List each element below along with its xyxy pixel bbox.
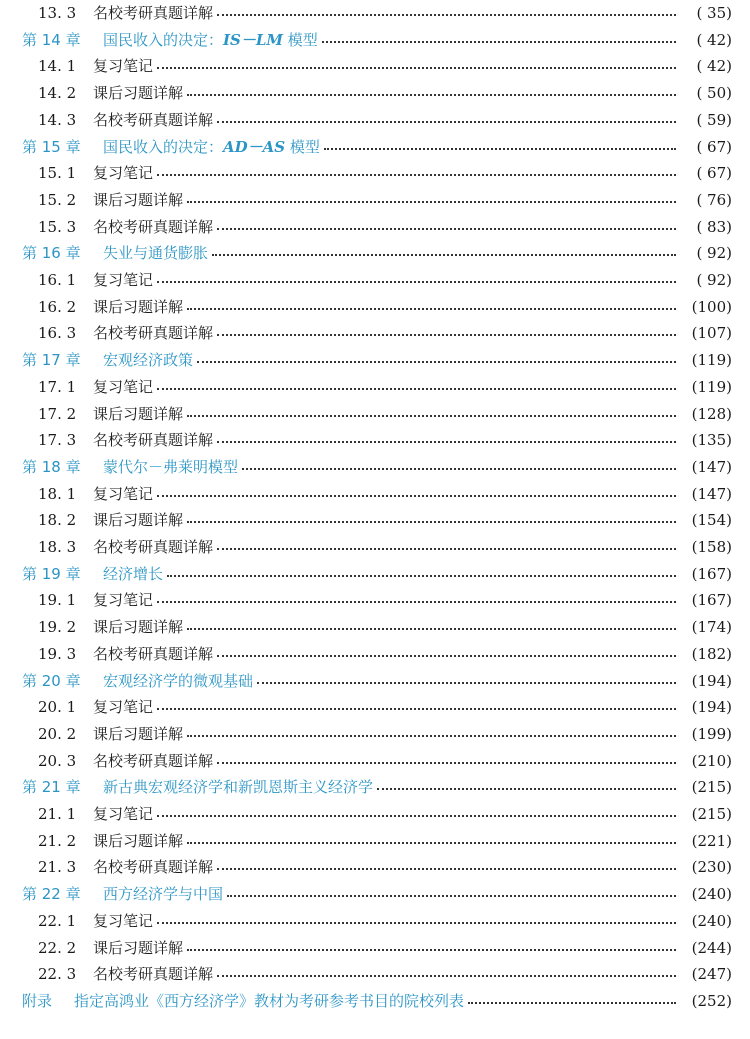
section-number: 15. 2 xyxy=(38,190,77,209)
page-number: ( 67) xyxy=(680,134,732,160)
toc-section-row[interactable] xyxy=(0,401,750,427)
chapter-title-text: 经济增长 xyxy=(103,564,164,583)
page-number: (119) xyxy=(680,374,732,400)
section-title: 复习笔记 xyxy=(93,587,157,613)
section-number: 14. 1 xyxy=(38,57,77,76)
section-number: 20. 1 xyxy=(38,698,77,717)
chapter-title xyxy=(103,454,242,480)
dot-leader xyxy=(167,575,676,577)
dot-leader xyxy=(157,708,676,710)
section-number: 21. 2 xyxy=(38,831,77,850)
chapter-title xyxy=(103,561,167,587)
chapter-title xyxy=(103,774,377,800)
toc-section-row[interactable] xyxy=(0,694,750,720)
page-number: (174) xyxy=(680,614,732,640)
page-number: (100) xyxy=(680,294,732,320)
toc-chapter-row[interactable] xyxy=(0,27,750,53)
dot-leader xyxy=(217,868,676,870)
toc-section-row[interactable] xyxy=(0,854,750,880)
chapter-number: 第 15 章 xyxy=(22,137,81,156)
toc-section-row[interactable] xyxy=(0,507,750,533)
section-number: 15. 1 xyxy=(38,164,77,183)
toc-chapter-row[interactable] xyxy=(0,774,750,800)
toc-section-row[interactable] xyxy=(0,214,750,240)
page-number: (244) xyxy=(680,935,732,961)
page-number: (154) xyxy=(680,507,732,533)
dot-leader xyxy=(322,41,676,43)
toc-section-row[interactable] xyxy=(0,107,750,133)
dot-leader xyxy=(187,949,676,951)
toc-section-row[interactable] xyxy=(0,0,750,26)
toc-section-row[interactable] xyxy=(0,427,750,453)
dot-leader xyxy=(187,521,676,523)
section-number: 19. 3 xyxy=(38,644,77,663)
page-number: ( 59) xyxy=(680,107,732,133)
toc-section-row[interactable] xyxy=(0,908,750,934)
section-title: 课后习题详解 xyxy=(93,401,187,427)
page-number: (167) xyxy=(680,587,732,613)
dot-leader xyxy=(217,228,676,230)
dot-leader xyxy=(187,94,676,96)
page-number: ( 67) xyxy=(680,160,732,186)
chapter-title-text: 国民收入的决定： xyxy=(103,30,224,49)
section-title: 课后习题详解 xyxy=(93,721,187,747)
section-number: 14. 2 xyxy=(38,84,77,103)
toc-section-row[interactable] xyxy=(0,320,750,346)
section-title: 名校考研真题详解 xyxy=(93,534,217,560)
dot-leader xyxy=(212,254,676,256)
chapter-number: 第 21 章 xyxy=(22,778,81,797)
page-number: ( 92) xyxy=(680,267,732,293)
dot-leader xyxy=(187,201,676,203)
chapter-model-name: AD－AS xyxy=(223,137,286,156)
dot-leader xyxy=(157,388,676,390)
section-title: 复习笔记 xyxy=(93,801,157,827)
section-number: 21. 3 xyxy=(38,858,77,877)
dot-leader xyxy=(157,815,676,817)
dot-leader xyxy=(217,548,676,550)
section-title: 课后习题详解 xyxy=(93,935,187,961)
dot-leader xyxy=(324,148,676,150)
chapter-title-text: 蒙代尔－弗莱明模型 xyxy=(103,457,239,476)
chapter-title-text: 失业与通货膨胀 xyxy=(103,244,209,263)
toc-appendix-row[interactable] xyxy=(0,988,750,1014)
section-title: 课后习题详解 xyxy=(93,507,187,533)
appendix-label: 附录 xyxy=(22,991,53,1010)
chapter-title xyxy=(103,881,227,907)
chapter-title xyxy=(103,240,212,266)
toc-chapter-row[interactable] xyxy=(0,668,750,694)
page-number: (147) xyxy=(680,481,732,507)
toc-section-row[interactable] xyxy=(0,80,750,106)
dot-leader xyxy=(157,67,676,69)
chapter-number: 第 22 章 xyxy=(22,885,81,904)
toc-chapter-row[interactable] xyxy=(0,240,750,266)
page-number: ( 50) xyxy=(680,80,732,106)
toc-section-row[interactable] xyxy=(0,481,750,507)
dot-leader xyxy=(197,361,676,363)
page-number: (240) xyxy=(680,908,732,934)
toc-section-row[interactable] xyxy=(0,160,750,186)
page-number: ( 83) xyxy=(680,214,732,240)
section-title: 名校考研真题详解 xyxy=(93,214,217,240)
chapter-number: 第 20 章 xyxy=(22,671,81,690)
section-title: 课后习题详解 xyxy=(93,294,187,320)
page-number: (128) xyxy=(680,401,732,427)
chapter-model-name: IS－LM xyxy=(223,30,284,49)
page-number: (230) xyxy=(680,854,732,880)
dot-leader xyxy=(217,975,676,977)
toc-section-row[interactable] xyxy=(0,748,750,774)
dot-leader xyxy=(187,735,676,737)
page-number: (247) xyxy=(680,961,732,987)
chapter-number: 第 18 章 xyxy=(22,457,81,476)
toc-section-row[interactable] xyxy=(0,53,750,79)
dot-leader xyxy=(257,682,676,684)
dot-leader xyxy=(217,655,676,657)
page-number: (215) xyxy=(680,801,732,827)
section-number: 17. 3 xyxy=(38,431,77,450)
section-title: 课后习题详解 xyxy=(93,828,187,854)
toc-section-row[interactable] xyxy=(0,801,750,827)
dot-leader xyxy=(157,922,676,924)
page-number: (167) xyxy=(680,561,732,587)
dot-leader xyxy=(157,281,676,283)
dot-leader xyxy=(187,415,676,417)
chapter-number: 第 16 章 xyxy=(22,244,81,263)
chapter-title xyxy=(103,668,257,694)
toc-section-row[interactable] xyxy=(0,961,750,987)
toc-chapter-row[interactable] xyxy=(0,347,750,373)
chapter-title-suffix: 模型 xyxy=(283,30,318,49)
dot-leader xyxy=(217,121,676,123)
page-number: (210) xyxy=(680,748,732,774)
dot-leader xyxy=(217,762,676,764)
section-number: 17. 1 xyxy=(38,377,77,396)
section-number: 16. 1 xyxy=(38,271,77,289)
toc-chapter-row[interactable] xyxy=(0,561,750,587)
page-number: (252) xyxy=(680,988,732,1014)
section-title: 复习笔记 xyxy=(93,53,157,79)
toc-section-row[interactable] xyxy=(0,828,750,854)
page-number: (215) xyxy=(680,774,732,800)
chapter-number: 第 19 章 xyxy=(22,564,81,583)
page-number: (194) xyxy=(680,668,732,694)
chapter-title-text: 西方经济学与中国 xyxy=(103,885,224,904)
page-number: (135) xyxy=(680,427,732,453)
section-number: 20. 3 xyxy=(38,751,77,770)
section-number: 22. 1 xyxy=(38,911,77,930)
dot-leader xyxy=(157,495,676,497)
section-number: 20. 2 xyxy=(38,724,77,743)
toc-section-row[interactable] xyxy=(0,187,750,213)
toc-section-row[interactable] xyxy=(0,587,750,613)
section-number: 19. 1 xyxy=(38,591,77,610)
appendix-title: 指定高鸿业《西方经济学》教材为考研参考书目的院校列表 xyxy=(74,988,468,1014)
section-title: 名校考研真题详解 xyxy=(93,0,217,26)
section-title: 名校考研真题详解 xyxy=(93,427,217,453)
section-number: 19. 2 xyxy=(38,618,77,637)
toc-chapter-row[interactable] xyxy=(0,881,750,907)
section-number: 17. 2 xyxy=(38,404,77,423)
dot-leader xyxy=(217,441,676,443)
chapter-title-text: 宏观经济学的微观基础 xyxy=(103,671,254,690)
toc-section-row[interactable] xyxy=(0,267,750,293)
dot-leader xyxy=(187,628,676,630)
dot-leader xyxy=(468,1002,676,1004)
toc-section-row[interactable] xyxy=(0,294,750,320)
section-title: 课后习题详解 xyxy=(93,187,187,213)
toc-section-row[interactable] xyxy=(0,534,750,560)
toc-section-row[interactable] xyxy=(0,721,750,747)
section-title: 课后习题详解 xyxy=(93,80,187,106)
section-title: 复习笔记 xyxy=(93,694,157,720)
chapter-title xyxy=(103,27,322,53)
toc-chapter-row[interactable] xyxy=(0,454,750,480)
section-number: 22. 2 xyxy=(38,938,77,957)
section-title: 名校考研真题详解 xyxy=(93,748,217,774)
dot-leader xyxy=(187,842,676,844)
page-number: (240) xyxy=(680,881,732,907)
page-number: (182) xyxy=(680,641,732,667)
chapter-title-text: 国民收入的决定： xyxy=(103,137,224,156)
page-number: ( 42) xyxy=(680,27,732,53)
dot-leader xyxy=(377,788,676,790)
section-title: 名校考研真题详解 xyxy=(93,320,217,346)
dot-leader xyxy=(217,334,676,336)
page-number: (158) xyxy=(680,534,732,560)
section-number: 16. 2 xyxy=(38,297,77,316)
section-title: 课后习题详解 xyxy=(93,614,187,640)
chapter-title xyxy=(103,134,324,160)
section-number: 13. 3 xyxy=(38,4,77,22)
dot-leader xyxy=(157,601,676,603)
page-number: ( 42) xyxy=(680,53,732,79)
toc-section-row[interactable] xyxy=(0,374,750,400)
toc-section-row[interactable] xyxy=(0,935,750,961)
chapter-title-suffix: 模型 xyxy=(285,137,320,156)
dot-leader xyxy=(242,468,676,470)
page-number: (194) xyxy=(680,694,732,720)
section-title: 复习笔记 xyxy=(93,267,157,293)
section-number: 18. 1 xyxy=(38,484,77,503)
section-number: 18. 3 xyxy=(38,538,77,556)
page-number: (147) xyxy=(680,454,732,480)
dot-leader xyxy=(157,174,676,176)
page-number: (119) xyxy=(680,347,732,373)
chapter-number: 第 14 章 xyxy=(22,30,81,49)
toc-section-row[interactable] xyxy=(0,614,750,640)
section-number: 15. 3 xyxy=(38,217,77,236)
section-title: 复习笔记 xyxy=(93,481,157,507)
chapter-title xyxy=(103,347,197,373)
chapter-title-text: 新古典宏观经济学和新凯恩斯主义经济学 xyxy=(103,778,374,797)
chapter-title-text: 宏观经济政策 xyxy=(103,351,194,370)
page-number: (221) xyxy=(680,828,732,854)
dot-leader xyxy=(187,308,676,310)
section-title: 复习笔记 xyxy=(93,160,157,186)
section-title: 名校考研真题详解 xyxy=(93,107,217,133)
chapter-number: 第 17 章 xyxy=(22,351,81,370)
page-number: ( 76) xyxy=(680,187,732,213)
section-title: 名校考研真题详解 xyxy=(93,641,217,667)
dot-leader xyxy=(227,895,676,897)
section-number: 18. 2 xyxy=(38,511,77,530)
section-number: 22. 3 xyxy=(38,965,77,984)
section-number: 21. 1 xyxy=(38,805,77,823)
section-number: 16. 3 xyxy=(38,324,77,343)
toc-section-row[interactable] xyxy=(0,641,750,667)
page-number: ( 92) xyxy=(680,240,732,266)
page-number: ( 35) xyxy=(680,0,732,26)
page-number: (199) xyxy=(680,721,732,747)
toc-chapter-row[interactable] xyxy=(0,134,750,160)
section-title: 名校考研真题详解 xyxy=(93,961,217,987)
page-number: (107) xyxy=(680,320,732,346)
section-title: 名校考研真题详解 xyxy=(93,854,217,880)
section-number: 14. 3 xyxy=(38,110,77,129)
section-title: 复习笔记 xyxy=(93,374,157,400)
dot-leader xyxy=(217,14,676,16)
section-title: 复习笔记 xyxy=(93,908,157,934)
